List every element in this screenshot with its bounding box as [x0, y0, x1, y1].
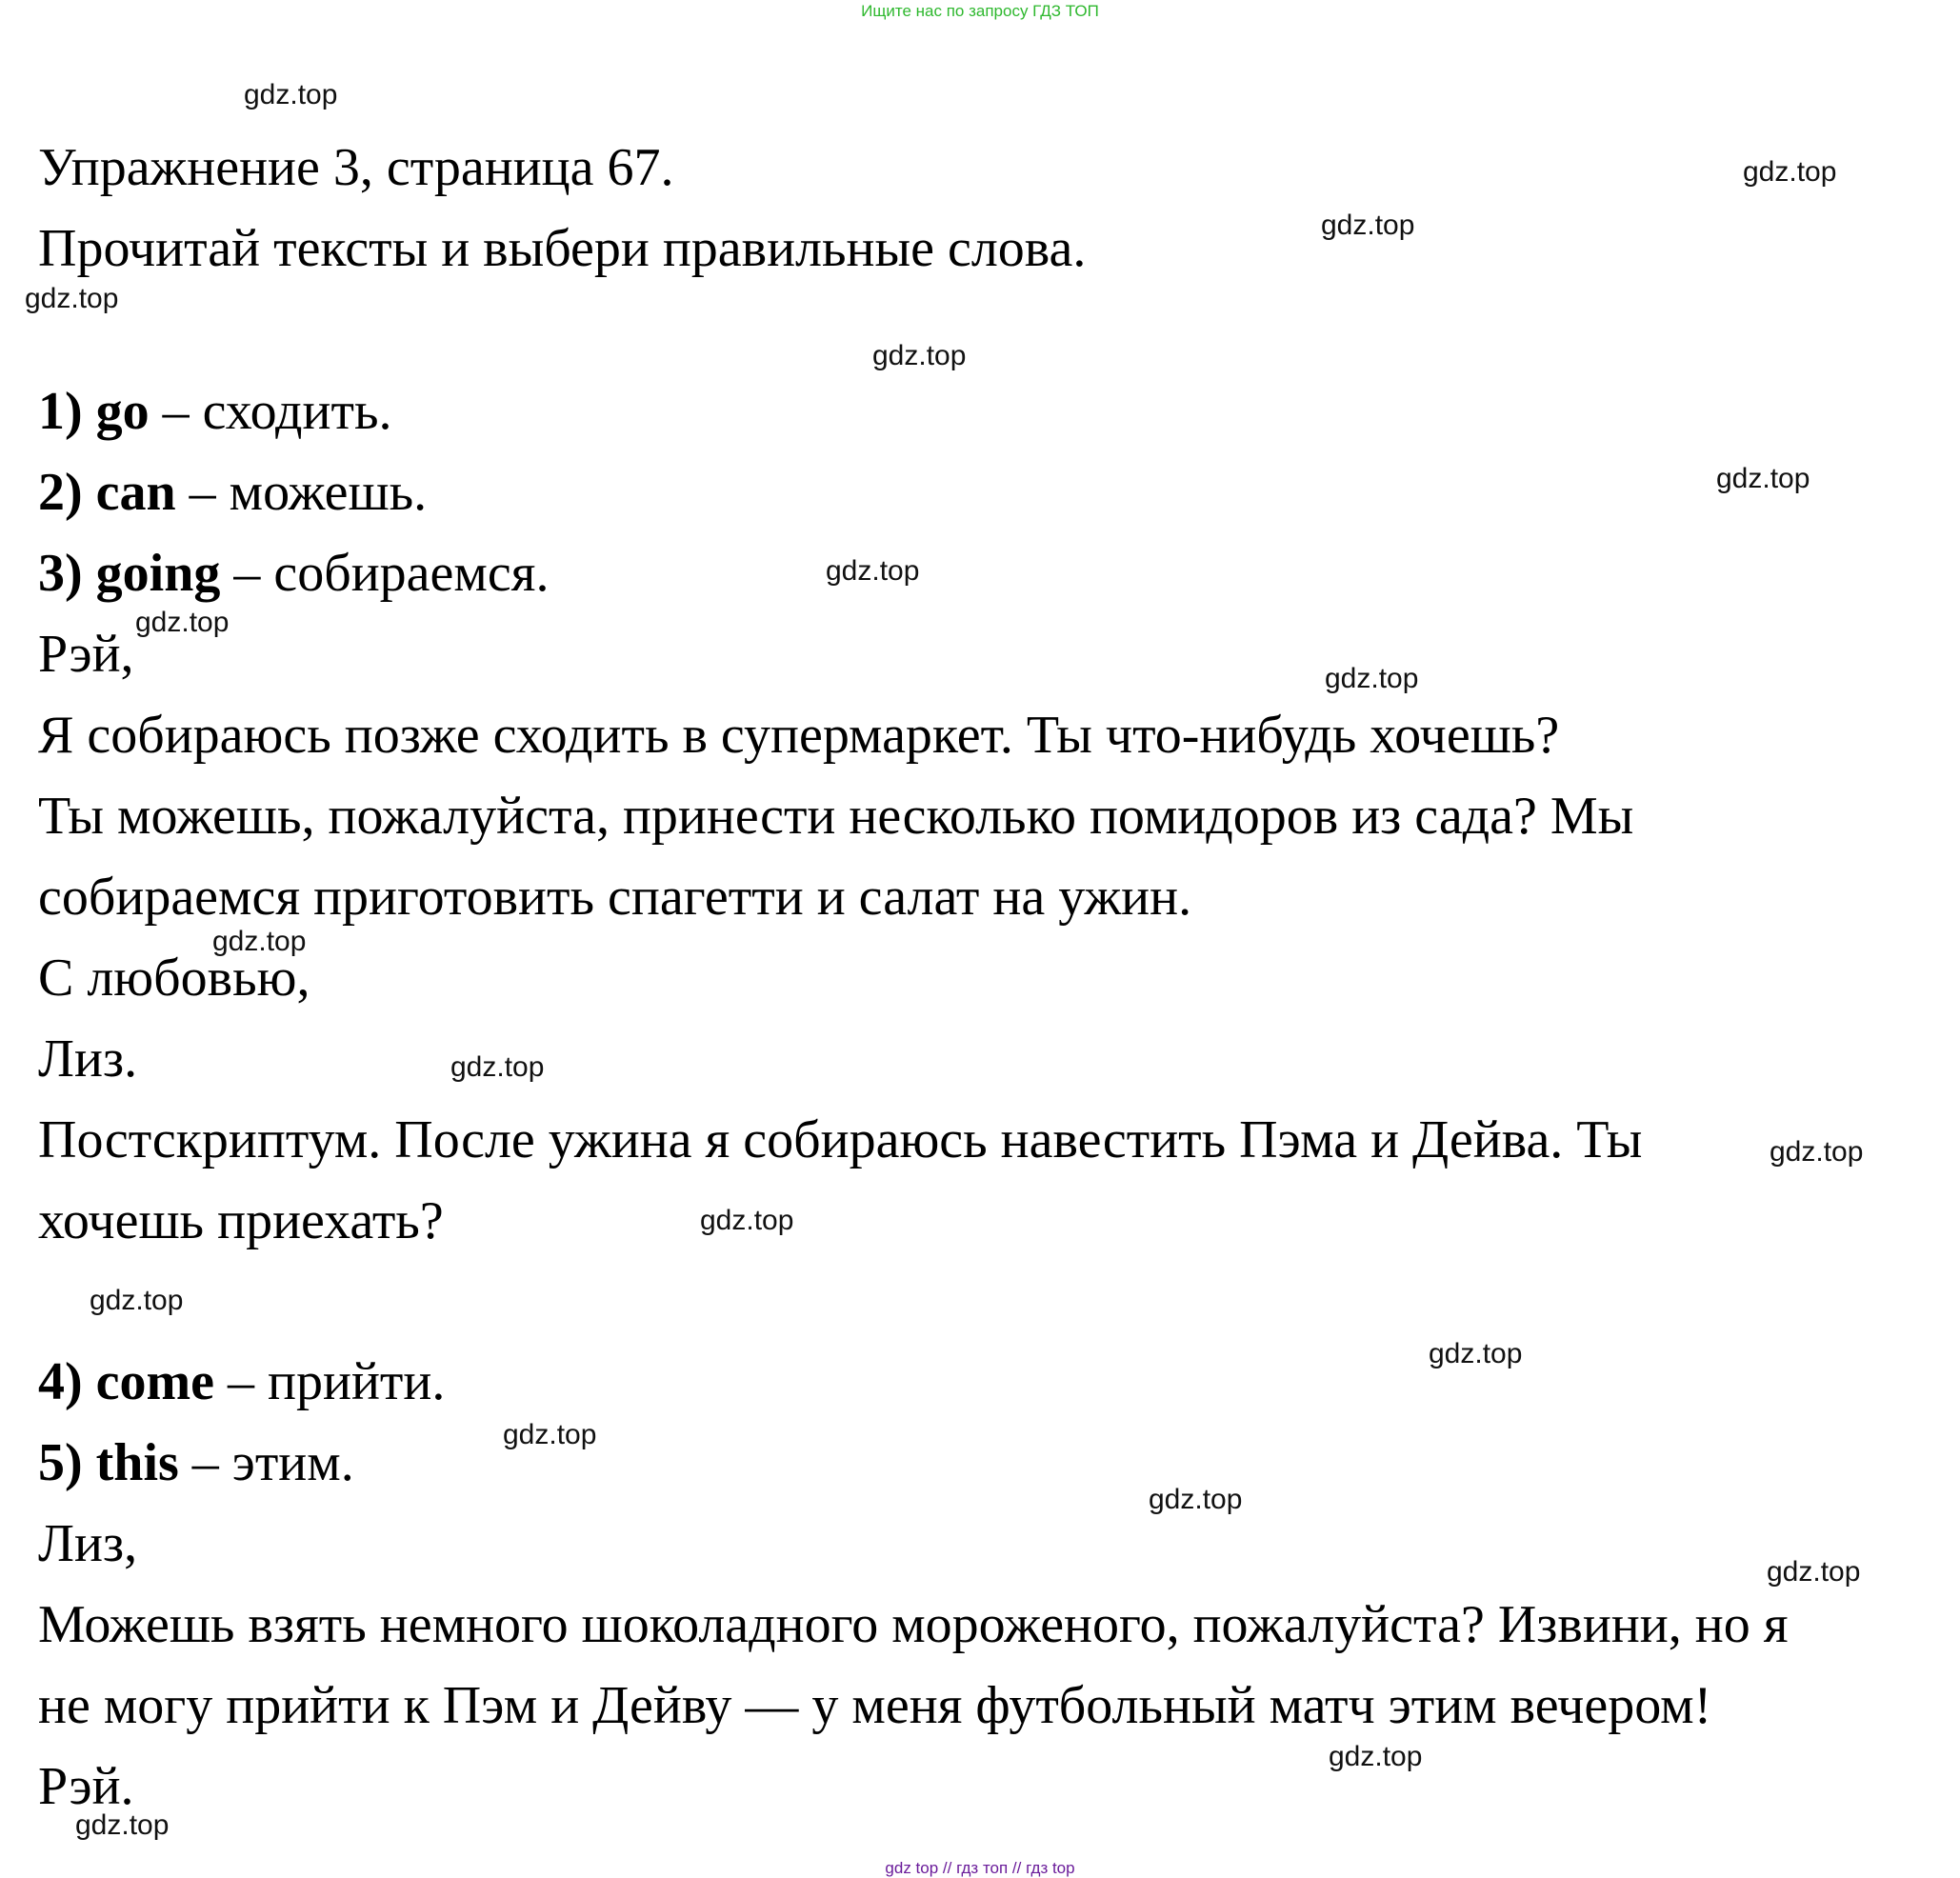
answer-translation: – этим. [178, 1433, 354, 1492]
answer-word: 5) this [38, 1433, 179, 1492]
watermark: gdz.top [1429, 1338, 1523, 1369]
letter2-line: Можешь взять немного шоколадного мороженого, пожалуйста? Извини, но я [38, 1595, 1789, 1654]
watermark: gdz.top [1321, 210, 1415, 241]
watermark: gdz.top [1149, 1484, 1243, 1515]
answer-3 [38, 544, 550, 603]
answer-translation: – сходить. [149, 382, 392, 441]
watermark: gdz.top [700, 1205, 794, 1236]
answer-translation: – можешь. [175, 463, 428, 522]
answer-word: 3) going [38, 544, 221, 603]
letter1-line: Ты можешь, пожалуйста, принести несколько помидоров из сада? Мы [38, 787, 1634, 846]
watermark: gdz.top [1325, 663, 1419, 694]
watermark: gdz.top [75, 1809, 170, 1841]
letter1-signature: Лиз. [38, 1029, 138, 1089]
answer-4 [38, 1352, 446, 1411]
watermark: gdz.top [826, 555, 920, 587]
watermark: gdz.top [1743, 156, 1837, 188]
watermark: gdz.top [1770, 1136, 1864, 1168]
watermark: gdz.top [25, 283, 119, 314]
watermark: gdz.top [1716, 463, 1810, 494]
letter2-greeting: Лиз, [38, 1514, 138, 1573]
letter2-line: не могу прийти к Пэм и Дейву — у меня футбольный матч этим вечером! [38, 1676, 1712, 1735]
watermark: gdz.top [1329, 1741, 1423, 1772]
answer-word: 1) go [38, 382, 150, 441]
watermark: gdz.top [135, 607, 230, 638]
watermark: gdz.top [1767, 1556, 1861, 1588]
top-banner: Ищите нас по запросу ГДЗ ТОП [861, 2, 1099, 20]
answer-translation: – собираемся. [220, 544, 550, 603]
letter1-line: Я собираюсь позже сходить в супермаркет. Ты что-нибудь хочешь? [38, 706, 1560, 765]
answer-word: 4) come [38, 1352, 215, 1411]
letter1-postscript: хочешь приехать? [38, 1191, 444, 1250]
footer: gdz top // гдз топ // гдз top [885, 1859, 1075, 1877]
watermark: gdz.top [872, 340, 967, 371]
letter1-line: собираемся приготовить спагетти и салат на ужин. [38, 868, 1192, 927]
letter1-postscript: Постскриптум. После ужина я собираюсь навестить Пэма и Дейва. Ты [38, 1110, 1643, 1169]
watermark: gdz.top [503, 1419, 597, 1450]
letter1-greeting: Рэй, [38, 625, 134, 684]
exercise-instruction: Прочитай тексты и выбери правильные слова. [38, 219, 1087, 278]
letter2-signature: Рэй. [38, 1757, 134, 1816]
letter1-closing: С любовью, [38, 949, 310, 1008]
answer-5 [38, 1433, 354, 1492]
watermark: gdz.top [212, 926, 307, 957]
answer-word: 2) can [38, 463, 176, 522]
watermark: gdz.top [90, 1285, 184, 1316]
watermark: gdz.top [244, 79, 338, 110]
answer-translation: – прийти. [214, 1352, 446, 1411]
exercise-title: Упражнение 3, страница 67. [38, 138, 674, 197]
answer-1 [38, 382, 392, 441]
answer-2 [38, 463, 428, 522]
watermark: gdz.top [450, 1051, 545, 1083]
